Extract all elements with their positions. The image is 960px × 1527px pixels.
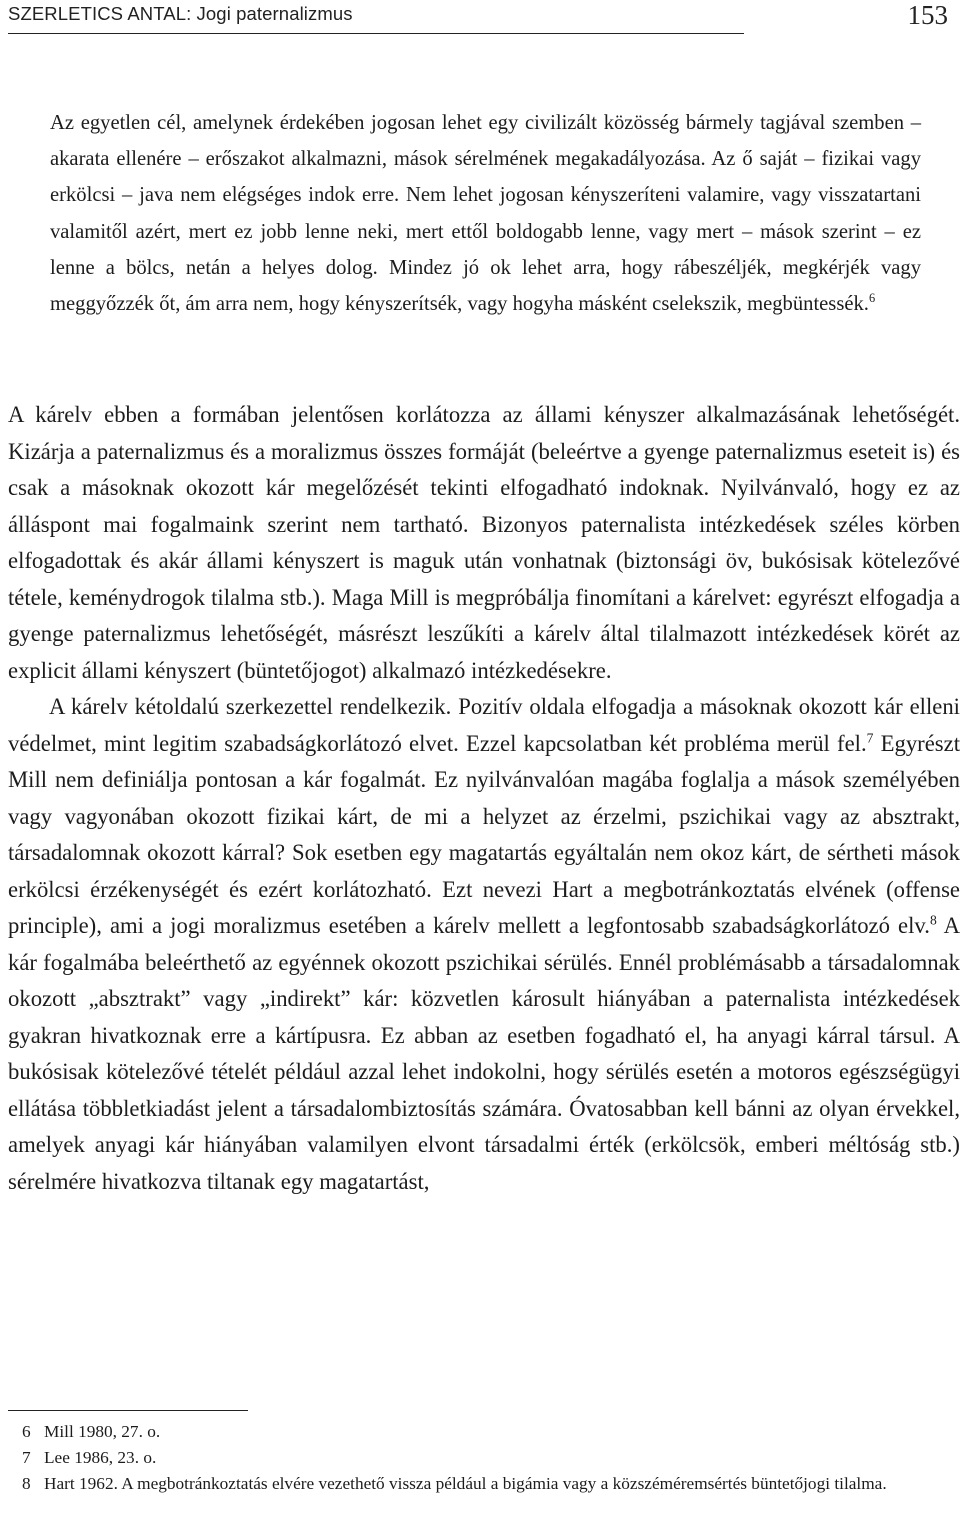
footnote-ref-7[interactable]: 7	[866, 729, 874, 745]
footnote-text: Lee 1986, 23. o.	[44, 1447, 157, 1467]
footnote-number: 7	[22, 1447, 31, 1467]
footnote-ref-6[interactable]: 6	[868, 291, 876, 306]
page-number: 153	[907, 0, 948, 30]
footnote-6	[22, 1419, 960, 1445]
paragraph-2-part-2: Egyrészt Mill nem definiálja pontosan a kár fogalmát. Ez nyilvánvalóan magába foglalja a mások személyében vagy vagyonában okozott fizikai kárt, de mi a helyzet az érzelmi, pszichikai vagy az absztrakt, társadalomnak okozott kárral? Sok esetben egy magatartás egyáltalán nem okoz kárt, de sértheti mások erkölcsi érzékenységét és ezért korlátozható. Ezt nevezi Hart a megbotránkoztatás elvének (offense principle), ami a jogi moralizmus esetében a kárelv mellett a legfontosabb szabadságkorlátozó elv.	[8, 730, 960, 938]
footnote-number: 6	[22, 1422, 31, 1441]
paragraph-2	[8, 689, 960, 1200]
paragraph-2-part-3: A kár fogalmába beleérthető az egyénnek okozott pszichikai sérülés. Ennél problémásabb a társadalomnak okozott „absztrakt” vagy „indirekt” kár: közvetlen károsult hiányában a paternalista intézkedések gyakran hivatkoznak erre a kártípusra. Ez abban az esetben fogadható el, ha anyagi kárral társul. A bukósisak kötelezővé tételét például azzal lehet indokolni, hogy sérülés esetén a motoros egészségügyi ellátása többletkiadást jelent a társadalombiztosítás számára. Óvatosabban kell bánni az olyan érvekkel, amelyek anyagi kár hiányában valamilyen elvont társadalmi érték (erkölcsök, emberi méltóság stb.) sérelmére hivatkozva tiltanak egy magatartást,	[8, 913, 960, 1194]
paragraph-2-part-1: A kárelv kétoldalú szerkezettel rendelkezik. Pozitív oldala elfogadja a másoknak okozott kár elleni védelmet, mint legitim szabadságkorlátozó elvet. Ezzel kapcsolatban két probléma merül fel.	[8, 694, 960, 756]
footnote-7	[22, 1445, 960, 1471]
paragraph-1: A kárelv ebben a formában jelentősen korlátozza az állami kényszer alkalmazásának lehetőségét. Kizárja a paternalizmus és a moralizmus összes formáját (beleértve a gyenge paternalizmus eseteit is) és csak a másoknak okozott kár megelőzését tekinti elfogadható indoknak. Nyilvánvaló, hogy ez az álláspont mai fogalmaink szerint nem tartható. Bizonyos paternalista intézkedések széles körben elfogadottak és akár állami kényszert is maguk után vonhatnak (biztonsági öv, bukósisak kötelezővé tétele, keménydrogok tilalma stb.). Maga Mill is megpróbálja finomítani a kárelvet: egyrészt elfogadja a gyenge paternalizmus lehetőségét, másrészt leszűkíti a kárelv által tilalmazott intézkedések körét az explicit állami kényszert (büntetőjogot) alkalmazó intézkedésekre.	[8, 402, 960, 683]
footnote-text: Mill 1980, 27. o.	[44, 1422, 161, 1441]
running-title: SZERLETICS ANTAL: Jogi paternalizmus	[8, 3, 353, 24]
block-quote-text: Az egyetlen cél, amelynek érdekében jogosan lehet egy civilizált közösség bármely tagjával szemben – akarata ellenére – erőszakot alkalmazni, mások sérelmének megakadályozása. Az ő saját – fizikai vagy erkölcsi – java nem elégséges indok erre. Nem lehet jogosan kényszeríteni valamire, vagy visszatartani valamitől azért, mert ez jobb lenne neki, mert ettől boldogabb lenne, vagy mert – mások szerint – ez lenne a bölcs, netán a helyes dolog. Mindez jó ok lehet arra, hogy rábeszéljék, megkérjék vagy meggyőzzék őt, ám arra nem, hogy kényszerítsék, vagy hogyha másként cselekszik, megbüntessék.	[50, 112, 921, 316]
footnote-separator	[8, 1410, 248, 1411]
footnote-number: 8	[22, 1473, 31, 1493]
footnotes	[22, 1419, 960, 1496]
footnote-ref-8[interactable]: 8	[929, 912, 937, 928]
footnote-text: Hart 1962. A megbotránkoztatás elvére vezethető vissza például a bigámia vagy a közszéméremsértés büntetőjogi tilalma.	[44, 1473, 887, 1493]
footnote-8	[22, 1471, 960, 1497]
block-quote	[50, 105, 921, 322]
running-header	[8, 0, 948, 34]
body-text	[8, 397, 960, 1200]
